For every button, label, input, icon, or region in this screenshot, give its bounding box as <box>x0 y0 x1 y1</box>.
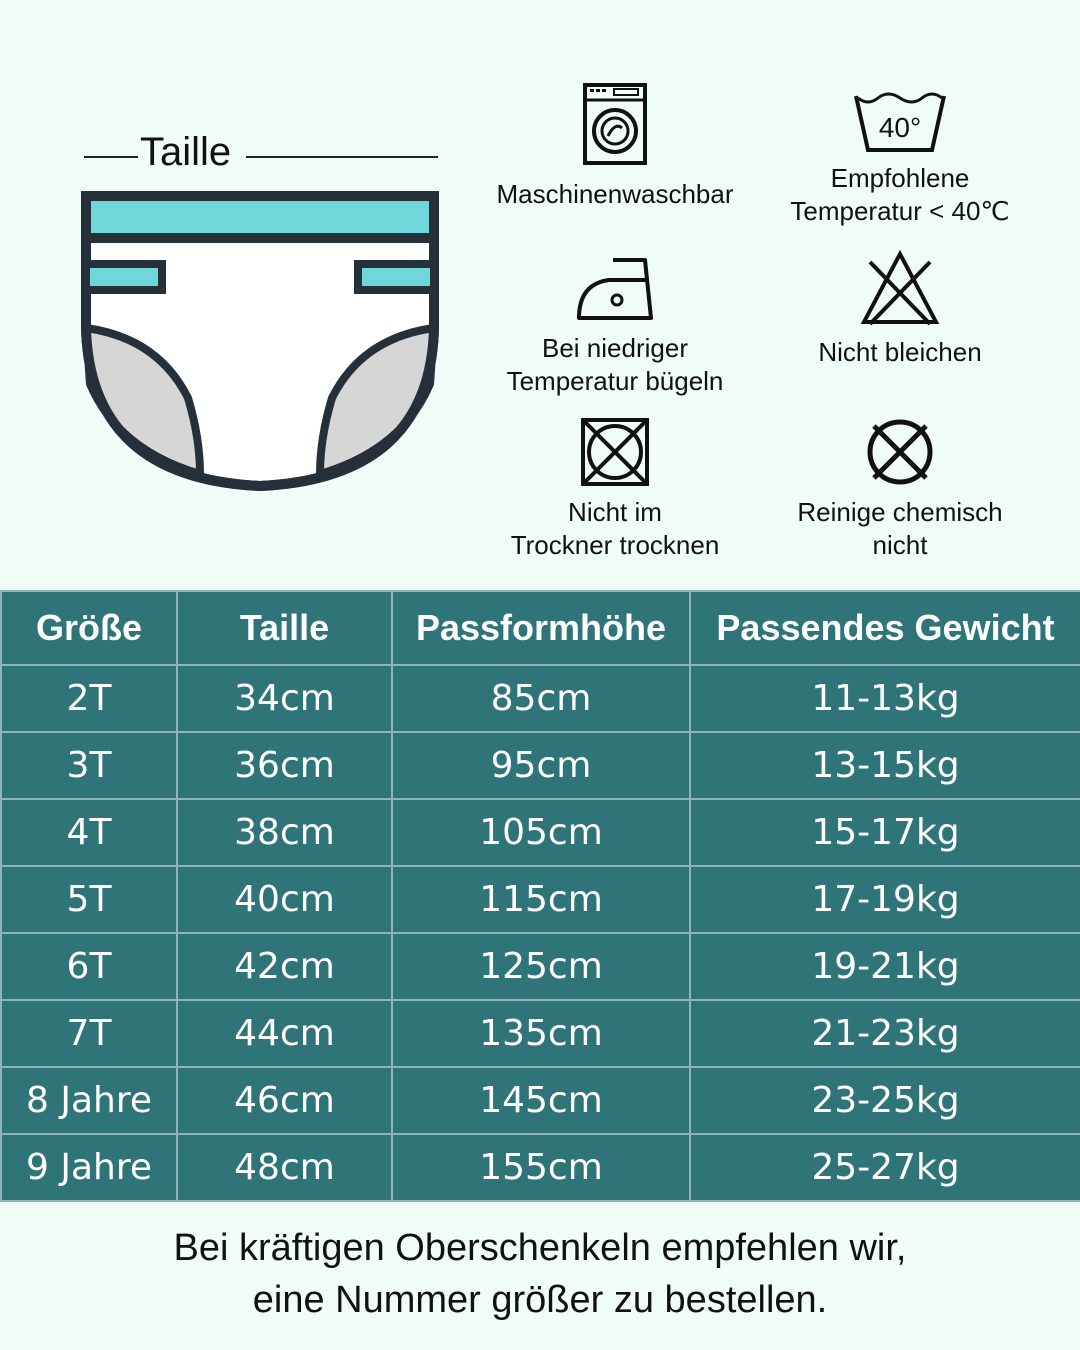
care-no-bleach <box>770 250 1030 369</box>
care-no-dry-clean <box>770 416 1030 562</box>
care-label: Nicht im Trockner trocknen <box>510 497 720 560</box>
waist-label: Taille <box>140 130 232 174</box>
no-dry-clean-icon <box>864 416 936 488</box>
column-header-waist: Taille <box>177 591 392 665</box>
cell-fit-height: 155cm <box>392 1134 690 1201</box>
no-tumble-dry-icon <box>579 416 651 488</box>
column-header-weight: Passendes Gewicht <box>690 591 1080 665</box>
care-label: Maschinenwaschbar <box>496 179 734 209</box>
table-row <box>1 799 1080 866</box>
care-no-tumble-dry <box>470 416 760 562</box>
table-row <box>1 1000 1080 1067</box>
table-row <box>1 732 1080 799</box>
care-label: Reinige chemisch nicht <box>797 497 1003 560</box>
diaper-illustration <box>78 188 442 498</box>
cell-fit-height: 115cm <box>392 866 690 933</box>
wash-40-icon <box>854 92 946 154</box>
cell-waist: 38cm <box>177 799 392 866</box>
cell-fit-height: 125cm <box>392 933 690 1000</box>
cell-fit-height: 95cm <box>392 732 690 799</box>
cell-size: 2T <box>1 665 177 732</box>
cell-size: 8 Jahre <box>1 1067 177 1134</box>
cell-weight: 15-17kg <box>690 799 1080 866</box>
cell-waist: 44cm <box>177 1000 392 1067</box>
care-machine-washable <box>470 82 760 211</box>
care-wash-temperature <box>770 92 1030 228</box>
cell-weight: 13-15kg <box>690 732 1080 799</box>
care-label: Nicht bleichen <box>818 337 982 367</box>
table-row <box>1 866 1080 933</box>
cell-waist: 46cm <box>177 1067 392 1134</box>
product-info-section <box>0 0 1080 590</box>
column-header-fit-height: Passformhöhe <box>392 591 690 665</box>
cell-waist: 48cm <box>177 1134 392 1201</box>
care-label: Bei niedriger Temperatur bügeln <box>506 333 724 396</box>
table-header-row <box>1 591 1080 665</box>
cell-weight: 19-21kg <box>690 933 1080 1000</box>
cell-waist: 42cm <box>177 933 392 1000</box>
waist-measure-line-left <box>84 156 138 158</box>
cell-weight: 25-27kg <box>690 1134 1080 1201</box>
cell-waist: 40cm <box>177 866 392 933</box>
cell-size: 5T <box>1 866 177 933</box>
table-row <box>1 1067 1080 1134</box>
cell-weight: 17-19kg <box>690 866 1080 933</box>
wash-40-symbol: 40° <box>878 112 922 143</box>
cell-fit-height: 145cm <box>392 1067 690 1134</box>
size-chart-table <box>0 590 1080 1202</box>
cell-size: 9 Jahre <box>1 1134 177 1201</box>
fit-recommendation-note: Bei kräftigen Oberschenkeln empfehlen wir, eine Nummer größer zu bestellen. <box>173 1227 907 1321</box>
cell-fit-height: 105cm <box>392 799 690 866</box>
cell-size: 4T <box>1 799 177 866</box>
cell-size: 7T <box>1 1000 177 1067</box>
table-row <box>1 933 1080 1000</box>
cell-size: 3T <box>1 732 177 799</box>
washing-machine-icon <box>582 82 648 166</box>
cell-weight: 21-23kg <box>690 1000 1080 1067</box>
cell-fit-height: 135cm <box>392 1000 690 1067</box>
table-row <box>1 1134 1080 1201</box>
waist-measure-line-right <box>246 156 438 158</box>
no-bleach-icon <box>860 250 940 328</box>
table-row <box>1 665 1080 732</box>
cell-fit-height: 85cm <box>392 665 690 732</box>
iron-low-icon <box>575 254 655 324</box>
care-label: Empfohlene Temperatur < 40℃ <box>790 163 1010 226</box>
cell-size: 6T <box>1 933 177 1000</box>
care-iron-low <box>470 254 760 398</box>
column-header-size: Größe <box>1 591 177 665</box>
cell-waist: 34cm <box>177 665 392 732</box>
cell-weight: 11-13kg <box>690 665 1080 732</box>
cell-waist: 36cm <box>177 732 392 799</box>
cell-weight: 23-25kg <box>690 1067 1080 1134</box>
